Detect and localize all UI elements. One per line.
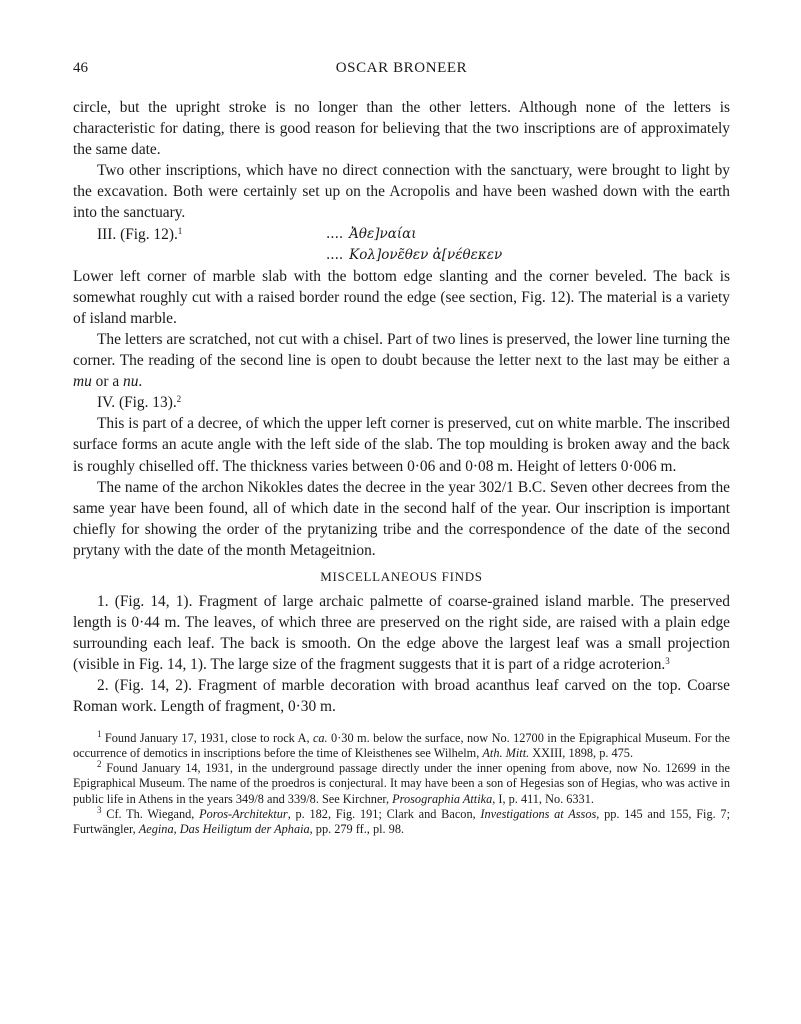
section-title: MISCELLANEOUS FINDS: [320, 568, 483, 584]
footnote-number: 2: [97, 759, 102, 770]
footnote-ref: 3: [665, 656, 670, 667]
paragraph: 2. (Fig. 14, 2). Fragment of marble decoration with broad acanthus leaf carved on the top. Coarse Roman work. Length of fragment, 0·30 m.: [73, 677, 730, 716]
greek-line: .... Ἀθε]ναίαι: [326, 225, 417, 242]
inscription-label: IV. (Fig. 13).: [97, 394, 177, 412]
running-head: [73, 60, 730, 84]
inscription-label: III. (Fig. 12).: [97, 225, 178, 243]
page: [73, 60, 730, 838]
greek-line: .... Κολ]ονε̃θεν ἀ[νέθεκεν: [326, 246, 503, 263]
footnote: $^3$ Cf. Th. Wiegand, Poros-Architektur, p. 182, Fig. 191; Clark and Bacon, Investigations at Assos, pp. 145 and 155, Fig. 7; Furtwängler, Aegina, Das Heiligtum der Aphaia, pp. 279 ff., pl. 98.: [73, 805, 730, 837]
footnote-number: 1: [97, 728, 102, 739]
inscription-heading: [73, 392, 730, 413]
footnote-number: 3: [97, 805, 102, 816]
footnote: $^2$ Found January 14, 1931, in the underground passage directly under the inner opening from above, now No. 12699 in the Epigraphical Museum. The name of the proedros is conjectural. It may have been a son of Hegesias son of Hegias, who was active in public life in Athens in the years 349/8 and 339/8. See Kirchner, Prosographia Attika, I, p. 411, No. 6331.: [73, 759, 730, 806]
footnote-ref: 1: [177, 225, 183, 236]
paragraph: Lower left corner of marble slab with the bottom edge slanting and the corner beveled. The back is somewhat roughly cut with a raised border round the edge (see section, Fig. 12). The material is a variety of island marble.: [73, 267, 730, 327]
paragraph: Two other inscriptions, which have no direct connection with the sanctuary, were brought to light by the excavation. Both were certainly set up on the Acropolis and have been washed down with the earth into the sanctuary.: [73, 162, 730, 222]
running-title: OSCAR BRONEER: [335, 60, 468, 76]
footnote-ref: 2: [176, 394, 182, 405]
paragraph: circle, but the upright stroke is no longer than the other letters. Although none of the letters is characteristic for dating, there is good reason for believing that the two inscriptions are of approximately the same date.: [73, 99, 730, 159]
body-text: [73, 97, 730, 718]
inscription-heading: [73, 224, 730, 245]
page-number: 46: [73, 60, 88, 76]
footnotes: [73, 728, 730, 838]
paragraph: The name of the archon Nikokles dates the decree in the year 302/1 B.C. Seven other decrees from the same year have been found, all of which date in the second half of the year. Our inscription is important chiefly for showing the order of the prytanizing tribe and the correspondence of the date of the second prytany with the date of the month Metageitnion.: [73, 478, 730, 559]
paragraph: This is part of a decree, of which the upper left corner is preserved, cut on white marble. The inscribed surface forms an acute angle with the left side of the slab. The top moulding is broken away and the back is roughly chiselled off. The thickness varies between 0·06 and 0·08 m. Height of letters 0·006 m.: [73, 415, 730, 475]
paragraph: The letters are scratched, not cut with a chisel. Part of two lines is preserved, the lower line turning the corner. The reading of the second line is open to doubt because the letter next to the last may be either a mu or a nu.: [73, 330, 730, 391]
footnote: $^1$ Found January 17, 1931, close to rock A, ca. 0·30 m. below the surface, now No. 12700 in the Epigraphical Museum. For the occurrence of demotics in inscriptions before the time of Kleisthenes see Wilhelm, Ath. Mitt. XXIII, 1898, p. 475.: [73, 728, 730, 760]
paragraph: 1. (Fig. 14, 1). Fragment of large archaic palmette of coarse-grained island marble. The preserved length is 0·44 m. The leaves, of which three are preserved on the right side, are raised with a plain edge surrounding each leaf. The back is smooth. On the edge above the largest leaf was a small projection (visible in Fig. 14, 1). The large size of the fragment suggests that it is part of a ridge acroterion.$^3$: [73, 592, 730, 674]
